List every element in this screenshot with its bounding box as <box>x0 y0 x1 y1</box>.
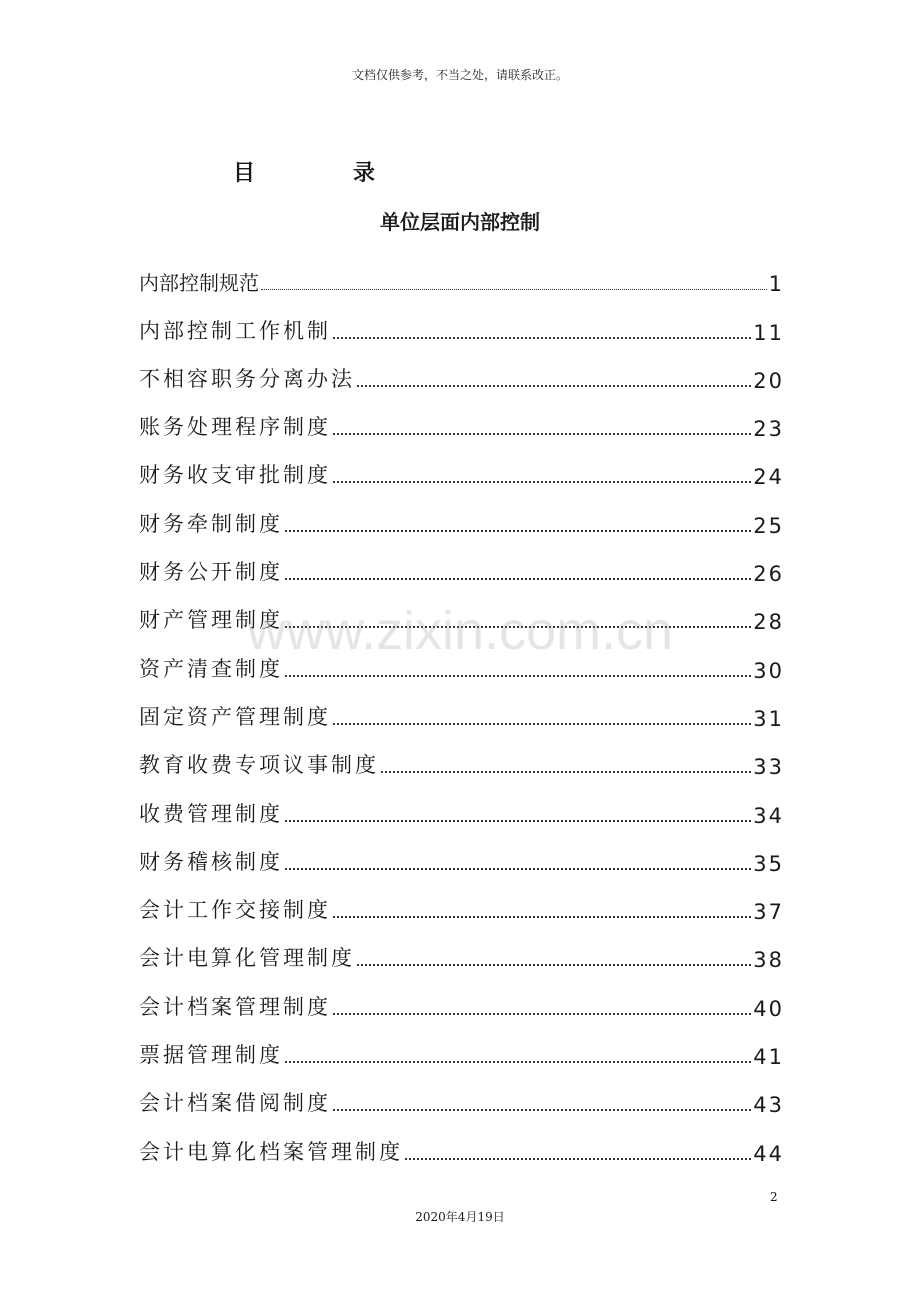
dot-leader <box>285 1061 751 1063</box>
toc-entry-label: 会计电算化档案管理制度 <box>139 1139 403 1164</box>
dot-leader <box>381 771 751 773</box>
toc-entry[interactable] <box>139 538 784 586</box>
toc-entry[interactable] <box>139 731 784 779</box>
toc-entry-label: 会计档案借阅制度 <box>139 1091 331 1116</box>
toc-entry-label: 收费管理制度 <box>139 801 283 826</box>
toc-entry-label: 账务处理程序制度 <box>139 415 331 440</box>
toc-entry[interactable] <box>139 441 784 489</box>
toc-entry[interactable] <box>139 586 784 634</box>
toc-entry[interactable] <box>139 248 784 296</box>
toc-entry-label: 财务稽核制度 <box>139 849 283 874</box>
toc-entry-label: 财务收支审批制度 <box>139 463 331 488</box>
toc-entry[interactable] <box>139 1069 784 1117</box>
toc-entry-page: 34 <box>753 803 784 828</box>
toc-entry-page: 24 <box>753 465 784 490</box>
toc-entry-page: 11 <box>753 320 784 345</box>
toc-entry[interactable] <box>139 972 784 1020</box>
dot-leader <box>333 337 751 339</box>
toc-entry-page: 38 <box>753 948 784 973</box>
toc-entry-page: 43 <box>753 1093 784 1118</box>
toc-entry-page: 28 <box>753 610 784 635</box>
dot-leader <box>333 1109 751 1111</box>
toc-entry[interactable] <box>139 296 784 344</box>
toc-entry-label: 会计工作交接制度 <box>139 898 331 923</box>
dot-leader <box>285 578 751 580</box>
toc-entry-page: 41 <box>753 1045 784 1070</box>
toc-entry-page: 23 <box>753 417 784 442</box>
dot-leader <box>357 964 751 966</box>
toc-entry-page: 20 <box>753 368 784 393</box>
toc-entry-label: 不相容职务分离办法 <box>139 366 355 391</box>
toc-entry-page: 40 <box>753 996 784 1021</box>
toc-entry-label: 财务公开制度 <box>139 560 283 585</box>
toc-entry-page: 26 <box>753 562 784 587</box>
toc-entry-page: 35 <box>753 851 784 876</box>
toc-entry-label: 票据管理制度 <box>139 1043 283 1068</box>
toc-list <box>139 248 784 1166</box>
toc-entry-label: 财产管理制度 <box>139 608 283 633</box>
toc-entry-page: 30 <box>753 658 784 683</box>
toc-entry-label: 会计档案管理制度 <box>139 994 331 1019</box>
toc-entry-page: 44 <box>753 1141 784 1166</box>
footer-date: 2020年4月19日 <box>415 1210 505 1224</box>
toc-entry-label: 固定资产管理制度 <box>139 704 331 729</box>
toc-entry[interactable] <box>139 924 784 972</box>
dot-leader <box>333 723 751 725</box>
dot-leader <box>285 626 751 628</box>
toc-entry-label: 财务牵制制度 <box>139 511 283 536</box>
toc-entry[interactable] <box>139 1117 784 1165</box>
section-title-text: 单位层面内部控制 <box>380 210 540 234</box>
toc-entry[interactable] <box>139 393 784 441</box>
dot-leader <box>285 820 751 822</box>
toc-entry-label: 会计电算化管理制度 <box>139 946 355 971</box>
section-title <box>0 206 920 235</box>
toc-entry-label: 资产清查制度 <box>139 656 283 681</box>
dot-leader <box>333 481 751 483</box>
toc-entry[interactable] <box>139 683 784 731</box>
toc-entry-page: 37 <box>753 900 784 925</box>
page-number: 2 <box>770 1190 778 1204</box>
toc-entry[interactable] <box>139 1021 784 1069</box>
dot-leader <box>357 385 751 387</box>
watermark: www.zixin.com.cn <box>246 601 674 661</box>
toc-entry-label: 教育收费专项议事制度 <box>139 753 379 778</box>
toc-entry[interactable] <box>139 779 784 827</box>
toc-entry[interactable] <box>139 489 784 537</box>
dot-leader <box>333 916 751 918</box>
dot-leader <box>285 675 751 677</box>
dot-leader <box>333 433 751 435</box>
toc-heading-char-1: 目 <box>233 161 256 186</box>
toc-entry[interactable] <box>139 828 784 876</box>
toc-entry-page: 25 <box>753 513 784 538</box>
dot-leader <box>285 530 751 532</box>
toc-entry-page: 31 <box>753 706 784 731</box>
toc-entry[interactable] <box>139 345 784 393</box>
toc-entry-label: 内部控制工作机制 <box>139 318 331 343</box>
dot-leader <box>405 1158 751 1160</box>
dot-leader <box>333 1013 751 1015</box>
toc-entry-page: 33 <box>753 755 784 780</box>
toc-entry-label: 内部控制规范 <box>139 271 259 296</box>
toc-entry[interactable] <box>139 634 784 682</box>
dot-leader <box>285 868 751 870</box>
dot-leader <box>261 289 767 290</box>
toc-heading-char-2: 录 <box>353 161 376 186</box>
toc-entry[interactable] <box>139 876 784 924</box>
toc-entry-page: 1 <box>768 272 784 297</box>
header-notice: 文档仅供参考，不当之处，请联系改正。 <box>351 68 568 82</box>
toc-heading <box>233 156 375 187</box>
